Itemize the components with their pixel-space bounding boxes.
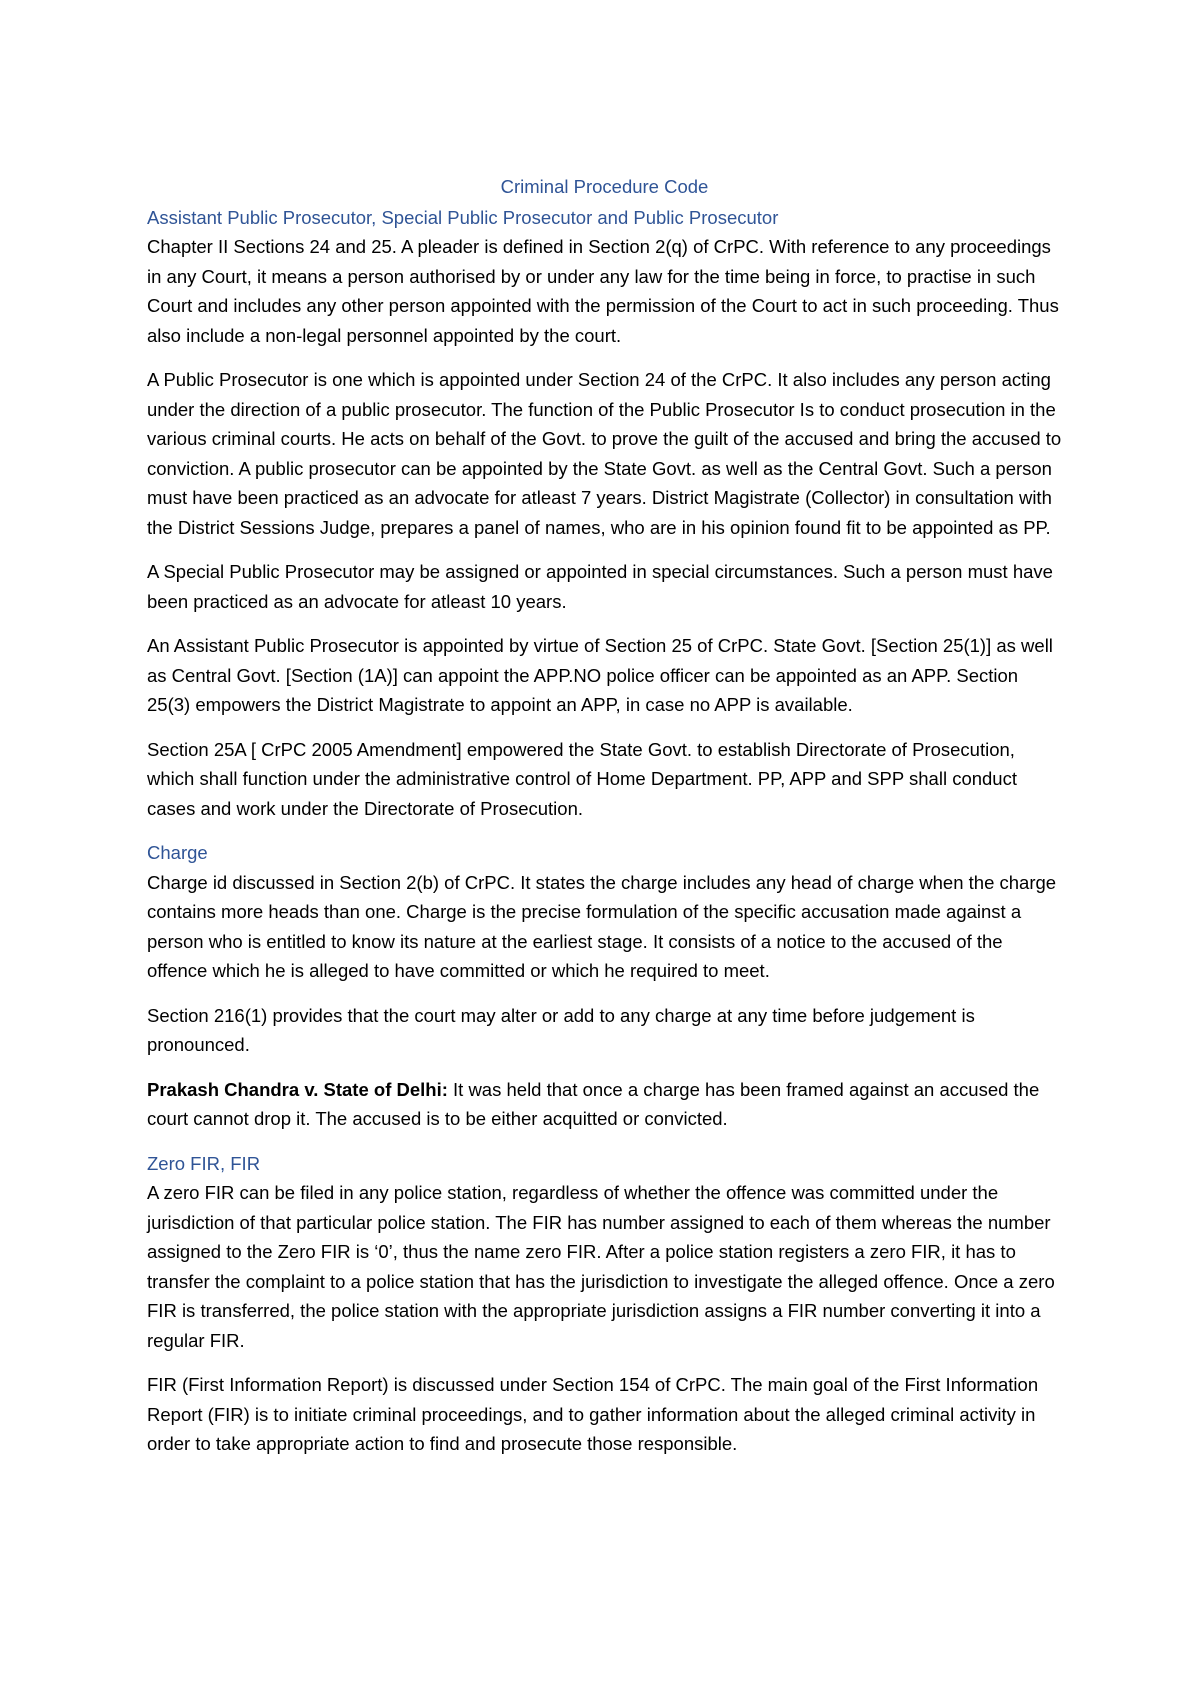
paragraph-charge-definition: Charge id discussed in Section 2(b) of CrPC. It states the charge includes any head of charge when the charge contains more heads than one. Charge is the precise formulation of the specific accusation made against a person who is entitled to know its nature at the earliest stage. It consists of a notice to the accused of the offence which he is alleged to have committed or which he required to meet. bbox=[147, 871, 1057, 981]
case-text: It was held that once a charge has been framed against an accused the court cannot drop it. The accused is to be either acquitted or convicted. bbox=[147, 1078, 1040, 1129]
paragraph-case-law bbox=[147, 1075, 1062, 1134]
paragraph-section-216: Section 216(1) provides that the court may alter or add to any charge at any time before judgement is pronounced. bbox=[147, 1004, 975, 1055]
paragraph-fir: FIR (First Information Report) is discussed under Section 154 of CrPC. The main goal of the First Information Report (FIR) is to initiate criminal proceedings, and to gather information about the alleged criminal activity in order to take appropriate action to find and prosecute those responsible. bbox=[147, 1374, 1039, 1454]
paragraph-special-public-prosecutor: A Special Public Prosecutor may be assigned or appointed in special circumstances. Such a person must have been practiced as an advocate for atleast 10 years. bbox=[147, 561, 1053, 612]
section-heading-zero-fir: Zero FIR, FIR bbox=[147, 1152, 261, 1174]
paragraph-zero-fir: A zero FIR can be filed in any police station, regardless of whether the offence was committed under the jurisdiction of that particular police station. The FIR has number assigned to each of them whereas the number assigned to the Zero FIR is ‘0’, thus the name zero FIR. After a police station registers a zero FIR, it has to transfer the complaint to a police station that has the jurisdiction to investigate the alleged offence. Once a zero FIR is transferred, the police station with the appropriate jurisdiction assigns a FIR number converting it into a regular FIR. bbox=[147, 1182, 1055, 1351]
case-name: Prakash Chandra v. State of Delhi: bbox=[147, 1078, 448, 1100]
section-heading-prosecutors: Assistant Public Prosecutor, Special Public Prosecutor and Public Prosecutor bbox=[147, 206, 779, 228]
paragraph-public-prosecutor: A Public Prosecutor is one which is appointed under Section 24 of the CrPC. It also includes any person acting under the direction of a public prosecutor. The function of the Public Prosecutor Is to conduct prosecution in the various criminal courts. He acts on behalf of the Govt. to prove the guilt of the accused and bring the accused to conviction. A public prosecutor can be appointed by the State Govt. as well as the Central Govt. Such a person must have been practiced as an advocate for atleast 7 years. District Magistrate (Collector) in consultation with the District Sessions Judge, prepares a panel of names, who are in his opinion found fit to be appointed as PP. bbox=[147, 369, 1062, 538]
document-title: Criminal Procedure Code bbox=[500, 176, 709, 197]
paragraph-assistant-public-prosecutor: An Assistant Public Prosecutor is appointed by virtue of Section 25 of CrPC. State Govt. [Section 25(1)] as well as Central Govt. [Section (1A)] can appoint the APP.NO police officer can be appointed as an APP. Section 25(3) empowers the District Magistrate to appoint an APP, in case no APP is available. bbox=[147, 635, 1053, 715]
document-page bbox=[147, 172, 1062, 1474]
paragraph-directorate-of-prosecution: Section 25A [ CrPC 2005 Amendment] empowered the State Govt. to establish Directorate of Prosecution, which shall function under the administrative control of Home Department. PP, APP and SPP shall conduct cases and work under the Directorate of Prosecution. bbox=[147, 738, 1017, 819]
paragraph-pleader-definition: Chapter II Sections 24 and 25. A pleader is defined in Section 2(q) of CrPC. With reference to any proceedings in any Court, it means a person authorised by or under any law for the time being in force, to practise in such Court and includes any other person appointed with the permission of the Court to act in such proceeding. Thus also include a non-legal personnel appointed by the court. bbox=[147, 236, 1059, 346]
section-heading-charge: Charge bbox=[147, 842, 208, 863]
